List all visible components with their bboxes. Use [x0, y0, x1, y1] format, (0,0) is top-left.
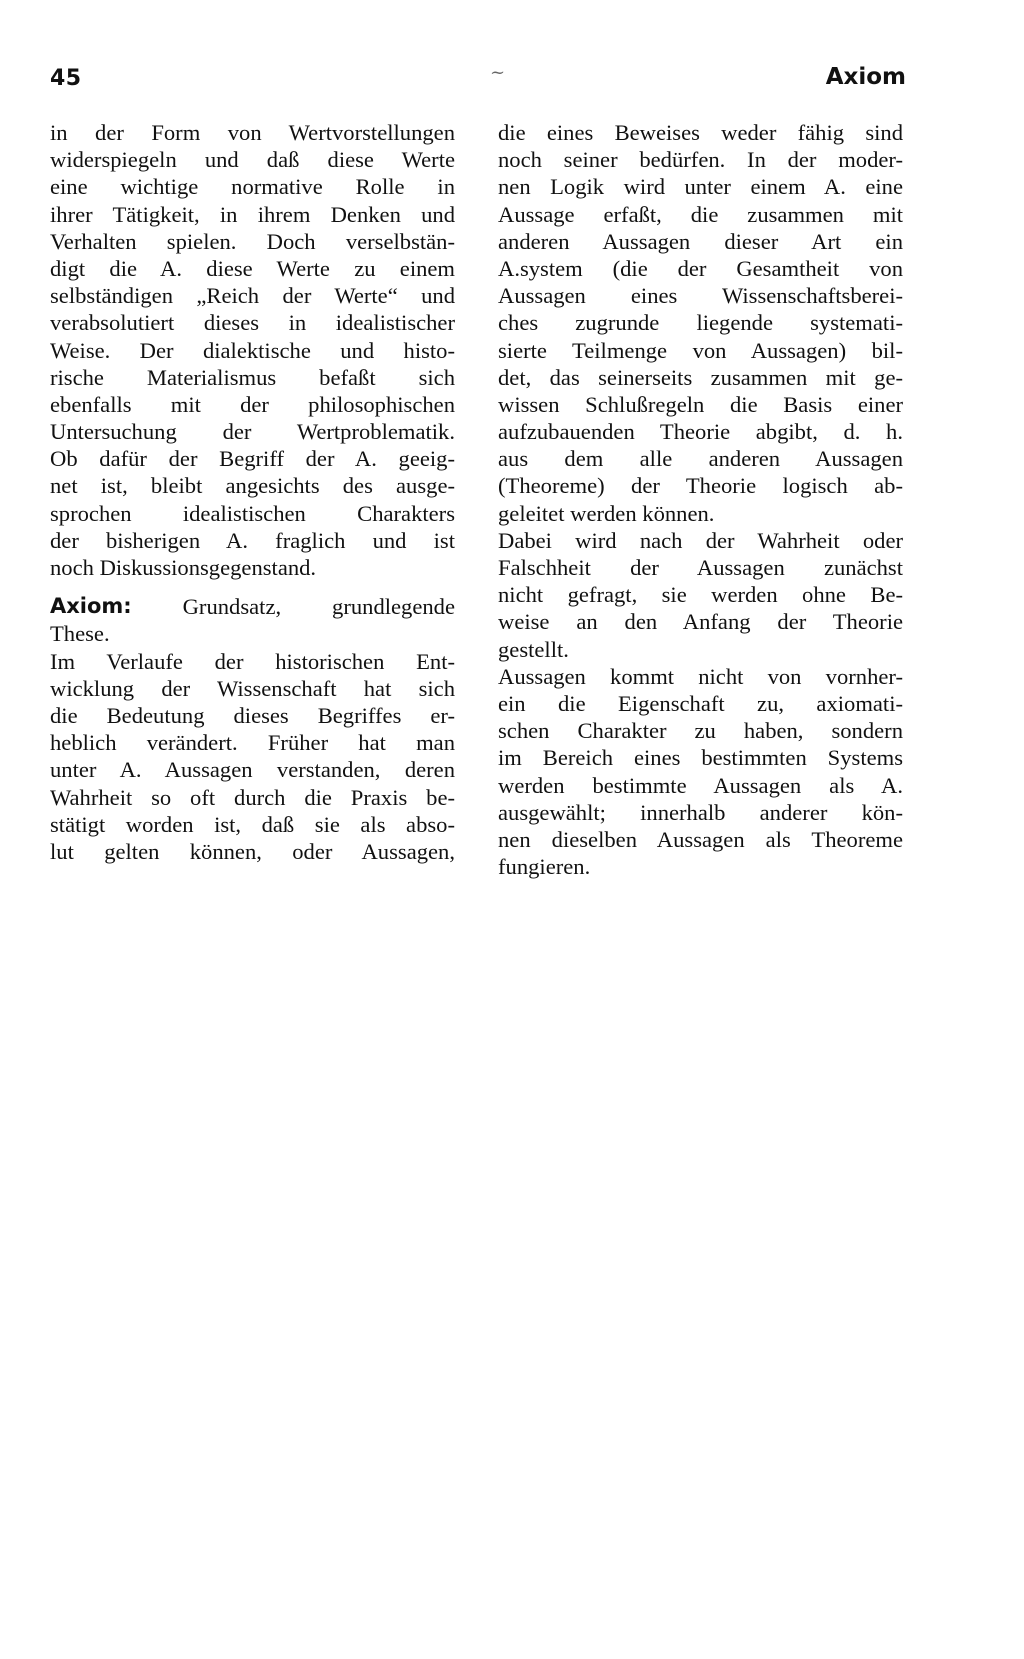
text-line: fungieren. — [498, 854, 591, 880]
text-line: noch seiner bedürfen. In der moder- — [498, 147, 903, 173]
text-line: Aussage erfaßt, die zusammen mit — [498, 201, 903, 227]
text-line: stätigt worden ist, daß sie als abso- — [50, 811, 455, 837]
text-line: Aussagen kommt nicht von vornher- — [498, 663, 903, 689]
text-line: det, das seinerseits zusammen mit ge- — [498, 364, 903, 390]
text-line: (Theoreme) der Theorie logisch ab- — [498, 473, 903, 499]
text-line: geleitet werden können. — [498, 500, 715, 526]
text-line: Aussagen eines Wissenschaftsberei- — [498, 283, 903, 309]
text-line: schen Charakter zu haben, sondern — [498, 718, 903, 744]
text-line: ihrer Tätigkeit, in ihrem Denken und — [50, 201, 455, 227]
text-line: Untersuchung der Wertproblematik. — [50, 419, 455, 445]
text-line: verabsolutiert dieses in idealistischer — [50, 310, 455, 336]
right-paragraph-3 — [498, 663, 903, 881]
text-line: Wahrheit so oft durch die Praxis be- — [50, 784, 455, 810]
text-line: ebenfalls mit der philosophischen — [50, 391, 455, 417]
text-line: der bisherigen A. fraglich und ist — [50, 527, 455, 553]
text-line: ein die Eigenschaft zu, axiomati- — [498, 690, 903, 716]
text-line: Im Verlaufe der historischen Ent- — [50, 648, 455, 674]
header-mark: ~ — [490, 62, 506, 83]
left-column — [50, 119, 455, 865]
text-line: in der Form von Wertvorstellungen — [50, 120, 455, 145]
entry-definition-part1: Grundsatz, — [182, 594, 282, 620]
running-head: Axiom — [825, 64, 906, 90]
text-line: sierte Teilmenge von Aussagen) bil- — [498, 337, 903, 363]
text-line: digt die A. diese Werte zu einem — [50, 255, 455, 281]
text-line: wicklung der Wissenschaft hat sich — [50, 675, 455, 701]
text-line: net ist, bleibt angesichts des ausge- — [50, 473, 455, 499]
text-line: heblich verändert. Früher hat man — [50, 730, 455, 756]
left-paragraph-1 — [50, 119, 455, 581]
right-paragraph-1 — [498, 119, 903, 527]
text-line: Ob dafür der Begriff der A. geeig- — [50, 446, 455, 472]
entry-definition-end: These. — [50, 621, 110, 647]
text-line: im Bereich eines bestimmten Systems — [498, 745, 903, 771]
text-line: sprochen idealistischen Charakters — [50, 500, 455, 526]
text-line: lut gelten können, oder Aussagen, — [50, 838, 455, 864]
entry-definition-part2: grundlegende — [332, 594, 455, 620]
text-line: die Bedeutung dieses Begriffes er- — [50, 702, 455, 728]
text-line: Verhalten spielen. Doch verselbstän- — [50, 228, 455, 254]
text-line: eine wichtige normative Rolle in — [50, 174, 455, 200]
text-line: noch Diskussionsgegenstand. — [50, 555, 317, 580]
text-line: nen dieselben Aussagen als Theoreme — [498, 826, 903, 852]
text-line: selbständigen „Reich der Werte“ und — [50, 283, 455, 309]
text-line: A.system (die der Gesamtheit von — [498, 255, 903, 281]
right-paragraph-2 — [498, 527, 903, 663]
text-line: wissen Schlußregeln die Basis einer — [498, 391, 903, 417]
text-line: aus dem alle anderen Aussagen — [498, 446, 903, 472]
entry-headword: Axiom: — [50, 594, 132, 619]
text-line: unter A. Aussagen verstanden, deren — [50, 757, 455, 783]
page-number: 45 — [50, 66, 82, 91]
entry-axiom — [50, 593, 455, 647]
text-line: werden bestimmte Aussagen als A. — [498, 772, 903, 798]
text-line: widerspiegeln und daß diese Werte — [50, 147, 455, 173]
text-line: rische Materialismus befaßt sich — [50, 364, 455, 390]
text-line: gestellt. — [498, 636, 569, 662]
text-line: weise an den Anfang der Theorie — [498, 609, 903, 635]
text-line: Dabei wird nach der Wahrheit oder — [498, 527, 903, 553]
text-line: nicht gefragt, sie werden ohne Be- — [498, 582, 903, 608]
text-line: nen Logik wird unter einem A. eine — [498, 174, 903, 200]
left-paragraph-2 — [50, 648, 455, 866]
right-column — [498, 119, 903, 880]
entry-first-line — [50, 593, 455, 620]
text-line: die eines Beweises weder fähig sind — [498, 120, 903, 145]
text-line: Falschheit der Aussagen zunächst — [498, 555, 903, 580]
text-line: ches zugrunde liegende systemati- — [498, 310, 903, 336]
paragraph-gap — [50, 581, 455, 593]
text-line: aufzubauenden Theorie abgibt, d. h. — [498, 419, 903, 445]
text-line: ausgewählt; innerhalb anderer kön- — [498, 799, 903, 825]
text-line: Weise. Der dialektische und histo- — [50, 337, 455, 363]
text-line: anderen Aussagen dieser Art ein — [498, 228, 903, 254]
